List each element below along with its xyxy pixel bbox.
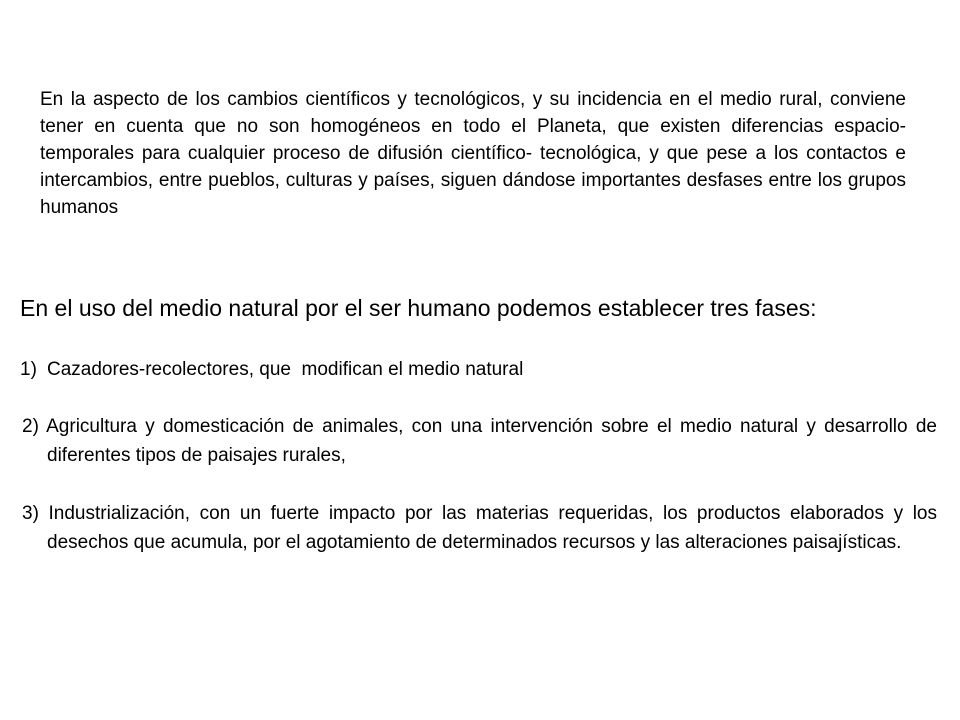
phase-number: 2) (22, 416, 39, 437)
intro-paragraph: En la aspecto de los cambios científicos y tecnológicos, y su incidencia en el medio rural, conviene tener en cuenta que no son homogéneos en todo el Planeta, que existen diferencias espacio-temporales para cualquier proceso de difusión científico- tecnológica, y que pese a los contactos e intercambios, entre pueblos, culturas y países, siguen dándose importantes desfases entre los grupos humanos (40, 89, 906, 218)
phase-text: Cazadores-recolectores, que modifican el medio natural (47, 359, 524, 380)
phase-text: Agricultura y domesticación de animales, con una intervención sobre el medio natural y desarrollo de diferentes tipos de paisajes rurales, (46, 416, 937, 466)
phase-item-3 (22, 499, 937, 557)
phase-text: Industrialización, con un fuerte impacto por las materias requeridas, los productos elaborados y los desechos que acumula, por el agotamiento de determinados recursos y las alteraciones paisajísticas. (47, 503, 937, 553)
phase-number: 3) (22, 503, 39, 524)
section-heading: En el uso del medio natural por el ser humano podemos establecer tres fases: (20, 295, 817, 321)
phase-number: 1) (20, 359, 37, 380)
phase-item-2 (22, 412, 937, 470)
phase-item-1 (20, 355, 920, 384)
